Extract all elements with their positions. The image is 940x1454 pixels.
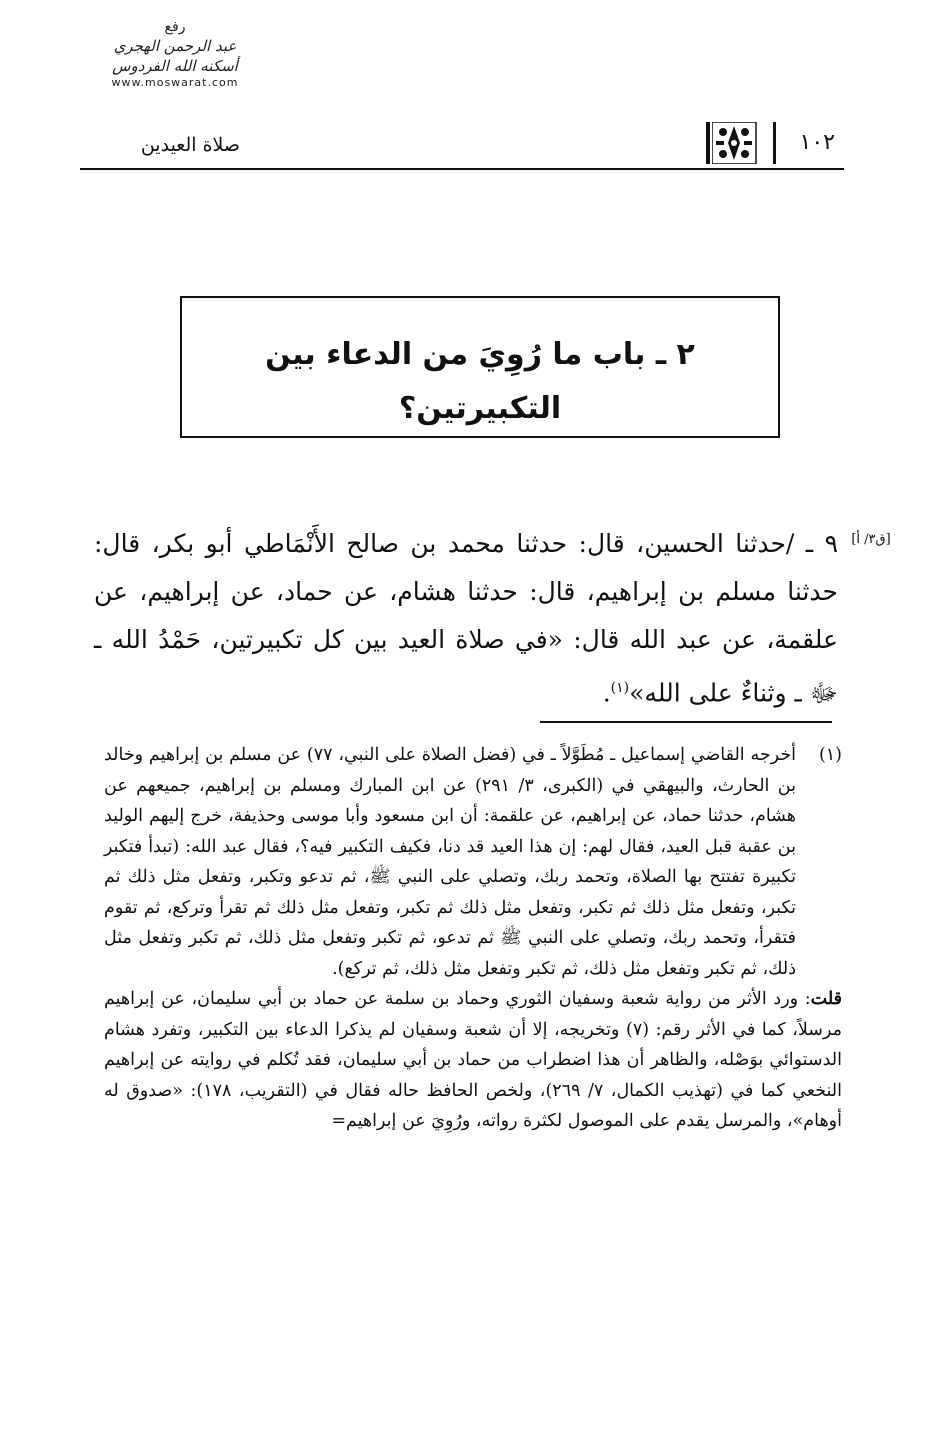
chapter-title-line1: ٢ ـ باب ما رُوِيَ من الدعاء بين <box>265 337 695 372</box>
header-rule <box>80 168 844 170</box>
hadith-body: ٩ ـ /حدثنا الحسين، قال: حدثنا محمد بن صالح الأَنْمَاطي أبو بكر، قال: حدثنا مسلم بن إبراهيم، قال: حدثنا هشام، عن حماد، عن إبراهيم، عن علقمة، عن عبد الله قال: «في صلاة العيد بين كل تكبيرتين، حَمْدُ الله ـ ﷻ ـ وثناءٌ على الله» <box>94 529 838 708</box>
ornament-pattern-icon <box>712 122 766 164</box>
footnote-1-text: أخرجه القاضي إسماعيل ـ مُطَوَّلاً ـ في (فضل الصلاة على النبي، ٧٧) عن مسلم بن إبراهيم وخالد بن الحارث، والبيهقي في (الكبرى، ٣/ ٢٩١) عن ابن المبارك ومسلم بن إبراهيم، جميعهم عن هشام، حدثنا حماد، عن إبراهيم، عن علقمة: أن ابن مسعود وأبا موسى وحذيفة، خرج إليهم الوليد بن عقبة قبل العيد، فقال لهم: إن هذا العيد قد دنا، فكيف التكبير فيه؟، فقال عبد الله: (تبدأ فتكبر تكبيرة تفتتح بها الصلاة، وتحمد ربك، وتصلي على النبي ﷺ، ثم تدعو وتكبر، وتفعل مثل ذلك ثم تكبر، وتفعل مثل ذلك ثم تكبر، وتفعل مثل ذلك ثم تكبر، وتفعل مثل ذلك ثم تقرأ وتركع، ثم تقوم فتقرأ، وتحمد ربك، وتصلي على النبي ﷺ ثم تدعو، ثم تكبر وتفعل مثل ذلك، ثم تكبر وتفعل مثل ذلك، ثم تكبر وتفعل مثل ذلك، ثم تكبر وتفعل مثل ذلك، ثم تركع). <box>104 745 796 979</box>
chapter-heading-box <box>180 296 780 438</box>
stamp-line2: عبد الرحمن الهجري <box>113 37 237 55</box>
footnote-rule <box>540 721 832 723</box>
ornament-bar-left <box>706 122 710 164</box>
chapter-title-line2: التكبيرتين؟ <box>398 391 562 426</box>
qult-text: : ورد الأثر من رواية شعبة وسفيان الثوري وحماد بن سلمة عن حماد بن أبي سليمان، عن إبراهيم مرسلاً، كما في الأثر رقم: (٧) وتخريجه، إلا أن شعبة وسفيان لم يذكرا الدعاء بين التكبير، وتفرد هشام الدستوائي بوَصْله، والظاهر أن هذا اضطراب من حماد بن أبي سليمان، فقد تُكلم في روايته عن إبراهيم النخعي كما في (تهذيب الكمال، ٧/ ٢٦٩)، ولخص الحافظ حاله فقال في (التقريب، ١٧٨): «صدوق له أوهام»، والمرسل يقدم على الموصول لكثرة رواته، ورُوِيَ عن إبراهيم= <box>104 989 843 1131</box>
stamp-url: www.moswarat.com <box>111 76 239 89</box>
stamp-logo <box>60 18 290 90</box>
stamp-line3: أسكنه الله الفردوس <box>112 57 238 75</box>
chapter-title <box>182 328 778 436</box>
page-number: ١٠٢ <box>799 130 835 155</box>
footnote-marker[interactable]: (١) <box>610 680 630 696</box>
hadith-end: . <box>602 678 611 708</box>
hadith-text <box>94 520 838 717</box>
ornament-icon <box>706 122 760 164</box>
footnote-1 <box>104 740 842 984</box>
running-title: صلاة العيدين <box>140 134 240 156</box>
footnote-comment <box>104 984 842 1137</box>
stamp-line1: رفع <box>164 19 186 35</box>
footnotes <box>104 740 842 1137</box>
qult-label: قلت <box>810 989 842 1009</box>
margin-manuscript-ref: [ق٣/ أ] <box>851 532 891 547</box>
footnote-1-number: (١) <box>818 745 842 765</box>
